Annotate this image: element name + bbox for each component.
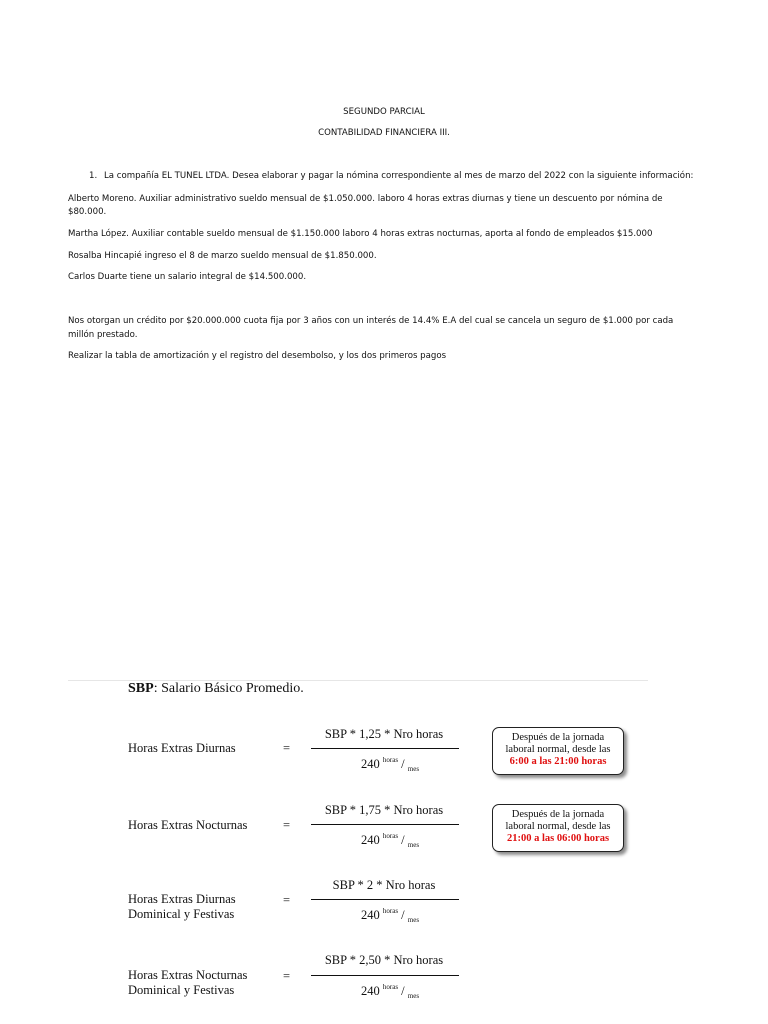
document-subtitle: CONTABILIDAD FINANCIERA III. <box>318 128 450 138</box>
note-highlight: 21:00 a las 06:00 horas <box>506 833 610 844</box>
sbp-abbr: SBP <box>128 681 154 696</box>
formula-denominator: 240 $^{horas}$ / $_{mes}$ <box>361 756 420 773</box>
question-intro: La compañía EL TUNEL LTDA. Desea elaborar y pagar la nómina correspondiente al mes de marzo del 2022 con la siguiente información: <box>104 171 694 181</box>
employee-1-line2: $80.000. <box>68 207 107 217</box>
note-highlight: 6:00 a las 21:00 horas <box>509 756 607 767</box>
formula-numerator: SBP * 2 * Nro horas <box>332 878 436 892</box>
fraction-bar <box>311 975 459 976</box>
employee-2-line1: Martha López. Auxiliar contable sueldo mensual de $1.150.000 laboro 4 horas extras nocturnas, aporta al fondo de empleados $15.000 <box>68 229 653 239</box>
formula-denominator: 240 $^{horas}$ / $_{mes}$ <box>361 983 420 1000</box>
question-number: 1. <box>89 171 98 181</box>
sbp-definition <box>128 681 304 697</box>
formula-numerator: SBP * 1,25 * Nro horas <box>324 727 444 741</box>
equals-sign: = <box>283 818 291 832</box>
note-box-diurnas <box>492 727 624 775</box>
note-line: laboral normal, desde las <box>505 821 611 832</box>
equals-sign: = <box>283 969 291 983</box>
document-title: SEGUNDO PARCIAL <box>343 107 425 117</box>
employee-3-line1: Rosalba Hincapié ingreso el 8 de marzo sueldo mensual de $1.850.000. <box>68 251 377 261</box>
formula-numerator: SBP * 2,50 * Nro horas <box>324 953 444 967</box>
fraction-bar <box>311 899 459 900</box>
note-line: laboral normal, desde las <box>505 744 611 755</box>
credit-line-1: Nos otorgan un crédito por $20.000.000 cuota fija por 3 años con un interés de 14.4% E.A del cual se cancela un seguro de $1.000 por cada <box>68 316 674 326</box>
formula-label: Horas Extras Diurnas Dominical y Festivas <box>128 892 236 921</box>
fraction-bar <box>311 824 459 825</box>
note-line: Después de la jornada <box>511 809 605 820</box>
task-text: Realizar la tabla de amortización y el registro del desembolso, y los dos primeros pagos <box>68 351 447 361</box>
note-line: Después de la jornada <box>511 732 605 743</box>
formula-denominator: 240 $^{horas}$ / $_{mes}$ <box>361 832 420 849</box>
equals-sign: = <box>283 893 291 907</box>
formula-label: Horas Extras Nocturnas Dominical y Festivas <box>128 968 248 997</box>
employee-4-line1: Carlos Duarte tiene un salario integral de $14.500.000. <box>68 272 307 282</box>
formula-label: Horas Extras Diurnas <box>128 741 236 755</box>
note-box-nocturnas <box>492 804 624 852</box>
formula-label: Horas Extras Nocturnas <box>128 818 248 832</box>
sbp-text: : Salario Básico Promedio. <box>153 681 304 696</box>
formula-denominator: 240 $^{horas}$ / $_{mes}$ <box>361 907 420 924</box>
credit-line-2: millón prestado. <box>68 330 138 340</box>
equals-sign: = <box>283 741 291 755</box>
formula-numerator: SBP * 1,75 * Nro horas <box>324 803 444 817</box>
employee-1-line1: Alberto Moreno. Auxiliar administrativo sueldo mensual de $1.050.000. laboro 4 horas extras diurnas y tiene un descuento por nómina de <box>68 194 663 204</box>
fraction-bar <box>311 748 459 749</box>
